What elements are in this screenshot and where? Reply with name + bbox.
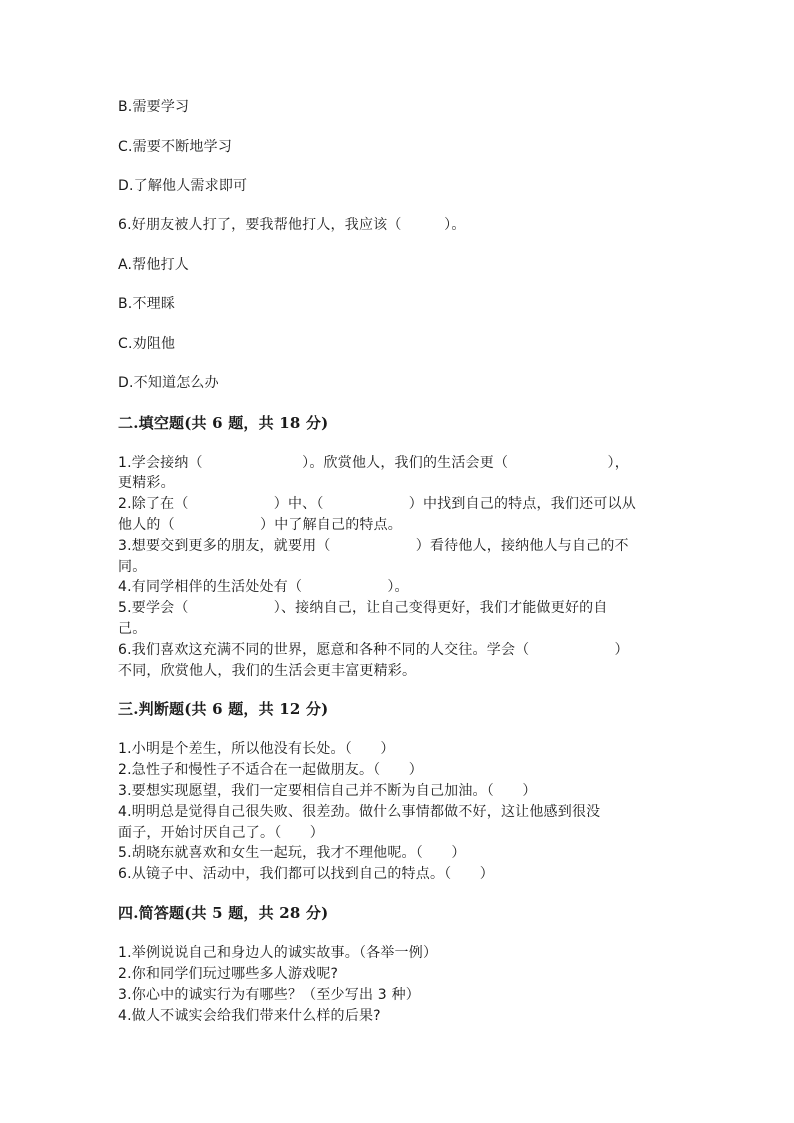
fill-in-line: 不同，欣赏他人，我们的生活会更丰富更精彩。 — [118, 663, 417, 679]
section-heading-short-answer: 四.简答题(共 5 题，共 28 分) — [118, 904, 329, 922]
q6-option-c: C.劝阻他 — [118, 336, 176, 352]
fill-in-line: 5.要学会（ ）、接纳自己，让自己变得更好，我们才能做更好的自 — [118, 600, 608, 616]
short-answer-line: 1.举例说说自己和身边人的诚实故事。（各举一例） — [118, 945, 438, 961]
fill-in-line: 更精彩。 — [118, 475, 175, 491]
q6-option-b: B.不理睬 — [118, 296, 176, 312]
fill-in-line: 2.除了在（ ）中、（ ）中找到自己的特点，我们还可以从 — [118, 496, 636, 512]
fill-in-line: 己。 — [118, 621, 147, 637]
q5-option-c: C.需要不断地学习 — [118, 139, 233, 155]
true-false-line: 5.胡晓东就喜欢和女生一起玩，我才不理他呢。（ ） — [118, 845, 466, 861]
fill-in-line: 4.有同学相伴的生活处处有（ ）。 — [118, 579, 409, 595]
q6-option-a: A.帮他打人 — [118, 257, 189, 273]
fill-in-line: 1.学会接纳（ ）。欣赏他人，我们的生活会更（ ）， — [118, 455, 629, 471]
q5-option-d: D.了解他人需求即可 — [118, 178, 248, 194]
true-false-line: 1.小明是个差生，所以他没有长处。（ ） — [118, 741, 395, 757]
true-false-line: 面子，开始讨厌自己了。（ ） — [118, 825, 324, 841]
short-answer-line: 2.你和同学们玩过哪些多人游戏呢? — [118, 966, 339, 982]
true-false-line: 3.要想实现愿望，我们一定要相信自己并不断为自己加油。（ ） — [118, 783, 537, 799]
q5-option-b: B.需要学习 — [118, 99, 190, 115]
true-false-line: 6.从镜子中、活动中，我们都可以找到自己的特点。（ ） — [118, 866, 494, 882]
q6-option-d: D.不知道怎么办 — [118, 375, 219, 391]
fill-in-line: 他人的（ ）中了解自己的特点。 — [118, 517, 402, 533]
short-answer-line: 4.做人不诚实会给我们带来什么样的后果? — [118, 1008, 381, 1024]
fill-in-line: 3.想要交到更多的朋友，就要用（ ）看待他人，接纳他人与自己的不 — [118, 538, 629, 554]
fill-in-line: 同。 — [118, 559, 147, 575]
fill-in-line: 6.我们喜欢这充满不同的世界，愿意和各种不同的人交往。学会（ ） — [118, 642, 629, 658]
section-heading-fill-in: 二.填空题(共 6 题，共 18 分) — [118, 414, 329, 432]
q6-stem: 6.好朋友被人打了，要我帮他打人，我应该（ ）。 — [118, 217, 466, 233]
true-false-line: 2.急性子和慢性子不适合在一起做朋友。（ ） — [118, 762, 423, 778]
true-false-line: 4.明明总是觉得自己很失败、很差劲。做什么事情都做不好，这让他感到很没 — [118, 804, 601, 820]
short-answer-line: 3.你心中的诚实行为有哪些？（至少写出 3 种） — [118, 987, 420, 1003]
section-heading-true-false: 三.判断题(共 6 题，共 12 分) — [118, 700, 329, 718]
